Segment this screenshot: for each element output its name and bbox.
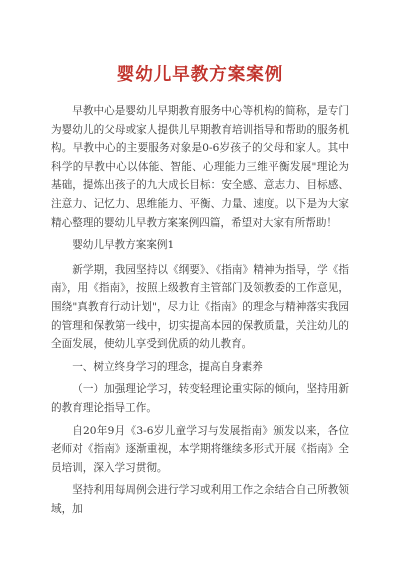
guideline-paragraph: 自20年9月《3-6岁儿童学习与发展指南》颁发以来，各位老师对《指南》逐渐重视，本学期将继续多形式开展《指南》全员培训，深入学习贯彻。: [51, 424, 349, 474]
weekly-meeting-paragraph: 坚持利用每周例会进行学习或利用工作之余结合自己所教领域，加: [51, 484, 349, 515]
intro-paragraph: 早教中心是婴幼儿早期教育服务中心等机构的简称，是专门为婴幼儿的父母或家人提供儿早期教育培训指导和帮助的服务机构。早教中心的主要服务对象是0-6岁孩子的父母和家人。其中科学的早教中心以体能、智能、心理能力三维平衡发展"理论为基础，提炼出孩子的九大成长目标：安全感、意志力、目标感、注意力、记忆力、思维能力、平衡、力量、速度。以下是为大家精心整理的婴幼儿早教方案案例四篇，希望对大家有所帮助！: [51, 105, 349, 229]
document-title: 婴幼儿早教方案案例: [116, 65, 284, 85]
subsection-paragraph: （一）加强理论学习，转变轻理论重实际的倾向，坚持用新的教育理论指导工作。: [51, 383, 349, 414]
section-heading: 一、树立终身学习的理念，提高自身素养: [72, 360, 263, 373]
semester-paragraph: 新学期，我园坚持以《纲要》、《指南》精神为指导，学《指南》，用《指南》，按照上级教育主管部门及领教委的工作意见，围绕"真教育行动计划"，尽力让《指南》的理念与精神落实我园的管理和保教第一线中，切实提高本园的保教质量，关注幼儿的全面发展，使幼儿享受到优质的幼儿教育。: [51, 263, 349, 351]
case-heading: 婴幼儿早教方案案例1: [72, 239, 175, 252]
